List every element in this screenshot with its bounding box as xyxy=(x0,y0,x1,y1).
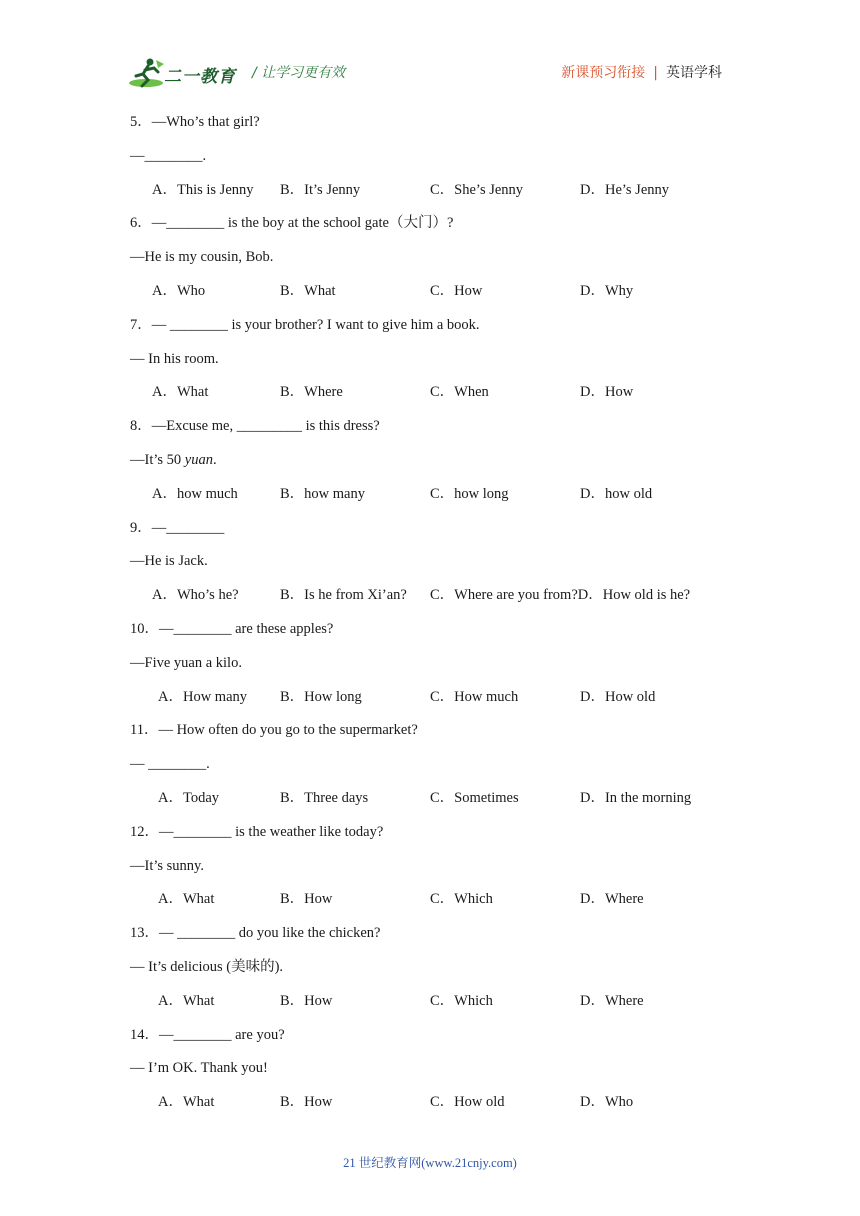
option-b[interactable]: B．how many xyxy=(280,485,365,502)
footer-source: 21 世纪教育网(www.21cnjy.com) xyxy=(343,1156,517,1170)
response-text: —It’s 50 xyxy=(130,452,185,468)
header-separator: | xyxy=(653,65,658,81)
option-b[interactable]: B．How long xyxy=(280,688,362,705)
options-row xyxy=(0,484,860,504)
option-c[interactable]: C．Sometimes xyxy=(430,790,519,806)
option-b[interactable]: B．How xyxy=(280,1094,333,1111)
question-response: — I’m OK. Thank you! xyxy=(130,1060,268,1077)
question-stem: 10．—________ are these apples? xyxy=(130,621,334,637)
options-row xyxy=(0,788,860,808)
option-d[interactable]: D．Where xyxy=(580,891,644,908)
option-b[interactable]: B．Where xyxy=(280,384,343,401)
option-a[interactable]: A．how much xyxy=(152,485,238,502)
option-d[interactable]: D．Why xyxy=(580,283,634,299)
option-a[interactable]: A．What xyxy=(158,992,215,1009)
option-c[interactable]: C．Which xyxy=(430,992,493,1009)
option-c[interactable]: C．How much xyxy=(430,688,519,705)
option-c[interactable]: C．how long xyxy=(430,485,509,502)
option-d[interactable]: D．How old xyxy=(580,688,656,705)
options-row xyxy=(0,585,860,605)
options-row xyxy=(0,180,860,200)
option-b[interactable]: B．How xyxy=(280,891,333,908)
logo xyxy=(128,56,240,90)
option-d[interactable]: D．In the morning xyxy=(580,790,692,806)
option-c[interactable]: C．When xyxy=(430,384,489,401)
runner-icon xyxy=(128,56,168,90)
options-row xyxy=(0,281,860,301)
options-row xyxy=(0,991,860,1011)
options-row xyxy=(0,889,860,909)
question-response: — ________. xyxy=(130,756,210,773)
option-b[interactable]: B．It’s Jenny xyxy=(280,181,361,198)
logo-text: 二一教育 xyxy=(164,67,236,87)
question-response: —Five yuan a kilo. xyxy=(130,654,242,671)
option-d[interactable]: D．He’s Jenny xyxy=(580,181,670,198)
option-d[interactable]: D．Who xyxy=(580,1094,634,1111)
option-d[interactable]: D．how old xyxy=(580,485,653,502)
option-c[interactable]: C．She’s Jenny xyxy=(430,181,524,198)
question-stem: 6．—________ is the boy at the school gate（大门）? xyxy=(130,215,454,232)
question-response: —He is my cousin, Bob. xyxy=(130,249,274,266)
question-response xyxy=(130,450,217,470)
option-c[interactable]: C．How old xyxy=(430,1094,505,1111)
option-a[interactable]: A．What xyxy=(158,891,215,908)
option-a[interactable]: A．Who’s he? xyxy=(152,587,239,604)
option-b[interactable]: B．Three days xyxy=(280,790,369,806)
option-b[interactable]: B．Is he from Xi’an? xyxy=(280,587,407,604)
question-response: — In his room. xyxy=(130,350,219,367)
question-stem: 9．—________ xyxy=(130,519,225,536)
question-stem: 5．—Who’s that girl? xyxy=(130,114,260,130)
question-response: —He is Jack. xyxy=(130,553,208,570)
question-stem: 14．—________ are you? xyxy=(130,1026,285,1043)
option-a[interactable]: A．This is Jenny xyxy=(152,181,254,198)
question-response: — It’s delicious (美味的). xyxy=(130,959,284,975)
subject-label: 英语学科 xyxy=(666,65,722,81)
options-row xyxy=(0,687,860,707)
option-c[interactable]: C．Which xyxy=(430,891,493,908)
slogan: / 让学习更有效 xyxy=(252,65,346,81)
option-a[interactable]: A．What xyxy=(158,1094,215,1111)
question-stem: 12．—________ is the weather like today? xyxy=(130,823,384,840)
options-row xyxy=(0,382,860,402)
option-a[interactable]: A．Who xyxy=(152,283,206,299)
options-row xyxy=(0,1092,860,1112)
course-label: 新课预习衔接 xyxy=(561,65,646,81)
question-stem: 11．— How often do you go to the supermarket? xyxy=(130,722,418,739)
header-subject xyxy=(561,62,722,82)
option-d[interactable]: D．Where xyxy=(580,992,644,1009)
option-d[interactable]: D．How xyxy=(580,384,634,401)
option-a[interactable]: A．How many xyxy=(158,688,248,705)
page-header xyxy=(0,0,860,100)
question-response: —It’s sunny. xyxy=(130,857,204,874)
question-stem: 7．— ________ is your brother? I want to give him a book. xyxy=(130,316,480,333)
option-c[interactable]: C．Where are you from?D．How old is he? xyxy=(430,587,691,604)
option-b[interactable]: B．What xyxy=(280,283,336,299)
option-b[interactable]: B．How xyxy=(280,992,333,1009)
option-a[interactable]: A．Today xyxy=(158,790,220,806)
response-suffix: . xyxy=(212,452,217,468)
question-response: —________. xyxy=(130,147,207,164)
question-stem: 13．— ________ do you like the chicken? xyxy=(130,925,381,942)
question-stem: 8．—Excuse me, _________ is this dress? xyxy=(130,418,380,435)
response-italic: yuan xyxy=(184,452,213,468)
option-c[interactable]: C．How xyxy=(430,283,483,299)
option-a[interactable]: A．What xyxy=(152,384,209,401)
